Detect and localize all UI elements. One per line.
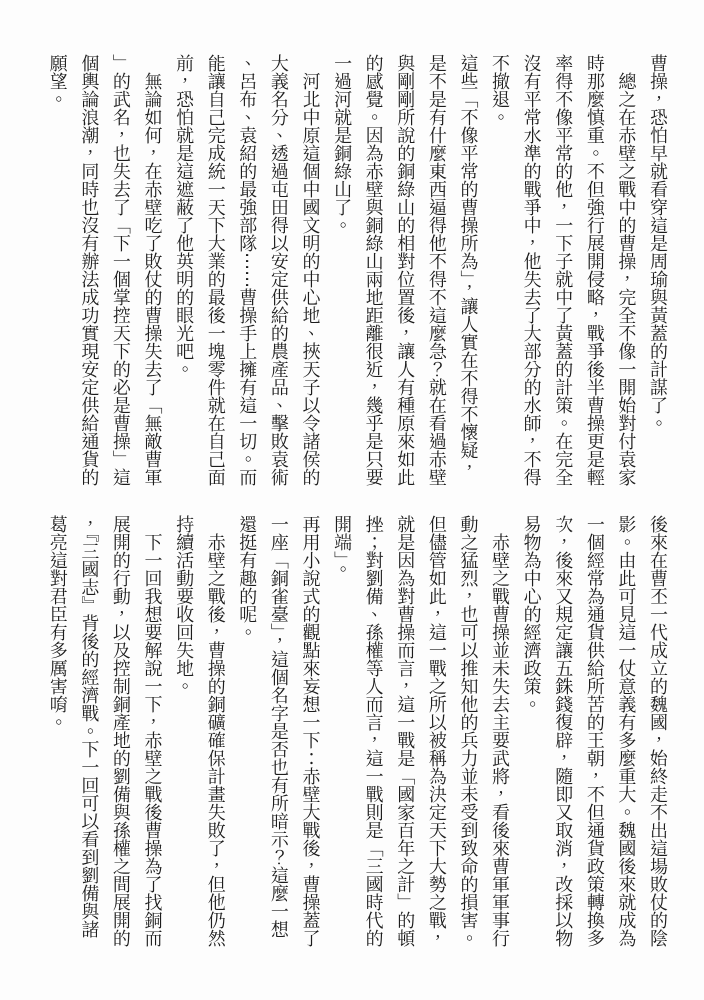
paragraph: 赤壁之戰後，曹操的銅礦確保計畫失敗了，但他仍然持續活動要收回失地。 (173, 515, 226, 947)
paragraph: 赤壁之戰曹操並未失去主要武將，看後來曹軍軍事行動之猛烈，也可以推知他的兵力並未受到致命的損害。但儘管如此，這一戰之所以被稱為決定天下大勢之戰，就是因為對曹操而言，這一戰是「國家百年之計」的頓挫；對劉備、孫權等人而言，這一戰則是「三國時代的開端」。 (331, 515, 511, 947)
paragraph: 再用小說式的觀點來妄想一下：赤壁大戰後，曹操蓋了一座「銅雀臺」，這個名字是否也有所暗示？這麼一想還挺有趣的呢。 (236, 515, 321, 947)
paragraph: 河北中原這個中國文明的中心地、挾天子以令諸侯的大義名分、透過屯田得以安定供給的農產品、擊敗袁術、呂布、袁紹的最強部隊⋯⋯曹操手上擁有這一切。而能讓自己完成統一天下大業的最後一塊零件就在自己面前，恐怕就是這遮蔽了他英明的眼光吧。 (173, 54, 321, 486)
paragraph: 總之在赤壁之戰中的曹操，完全不像一開始對付袁家時那麼慎重。不但強行展開侵略，戰爭後半曹操更是輕率得不像平常的他，一下子就中了黃蓋的計策。在完全沒有平常水準的戰爭中，他失去了大部分的水師，不得不撤退。 (489, 54, 637, 486)
text-band-upper (41, 54, 673, 486)
paragraph: 後來在曹丕一代成立的魏國，始終走不出這場敗仗的陰影。由此可見這一仗意義有多麼重大。魏國後來就成為一個經常為通貨供給所苦的王朝，不但通貨政策轉換多次，後來又規定讓五銖錢復辟，隨即又取消，改採以物易物為中心的經濟政策。 (520, 515, 668, 947)
text-band-lower (41, 515, 673, 947)
paragraph: 這些「不像平常的曹操所為」，讓人實在不得不懷疑，是不是有什麼東西逼得他不得不這麼急？就在看過赤壁與剛剛所說的銅綠山的相對位置後，讓人有種原來如此的感覺。因為赤壁與銅綠山兩地距離很近，幾乎是只要一過河就是銅綠山了。 (331, 54, 479, 486)
paragraph: 下一回我想要解說一下，赤壁之戰後曹操為了找銅而展開的行動，以及控制銅產地的劉備與孫權之間展開的，『三國志』背後的經濟戰。下一回可以看到劉備與諸葛亮這對君臣有多厲害唷。 (46, 515, 163, 947)
paragraph: 無論如何，在赤壁吃了敗仗的曹操失去了「無敵曹軍」的武名，也失去了「下一個掌控天下的必是曹操」這個輿論浪潮，同時也沒有辦法成功實現安定供給通貨的願望。 (46, 54, 163, 486)
paragraph: 曹操，恐怕早就看穿這是周瑜與黃蓋的計謀了。 (647, 54, 668, 432)
